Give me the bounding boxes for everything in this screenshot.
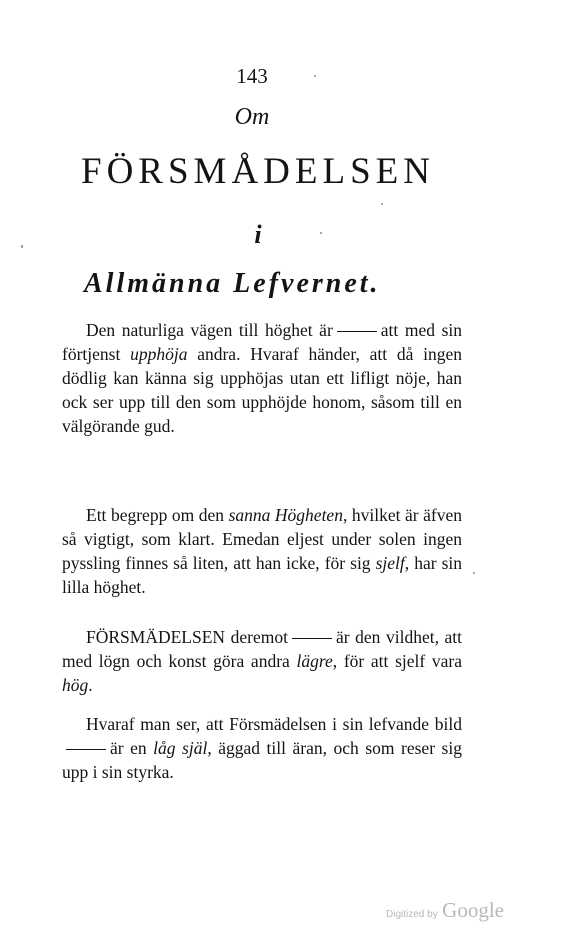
chapter-title: FÖRSMÅDELSEN <box>81 151 435 192</box>
paragraph-1 <box>62 318 462 438</box>
paragraph-3 <box>62 625 462 697</box>
heading-i: i <box>254 220 262 249</box>
paragraph-1-italic-upphoja: upphöja <box>130 344 188 364</box>
paragraph-3-text-b: är den vildhet, att med lögn och konst göra andra <box>62 627 463 671</box>
digitized-by-google-watermark <box>386 898 504 923</box>
page-number: 143 <box>236 64 268 88</box>
paragraph-2-text-a: Ett begrepp om den <box>86 505 229 525</box>
paragraph-4-text-a: Hvaraf man ser, att Försmädelsen i sin lefvande bild <box>86 714 462 734</box>
scan-speck <box>320 232 322 234</box>
paragraph-3-text-a: FÖRSMÄDELSEN deremot <box>86 627 288 647</box>
paragraph-3-italic-hog: hög <box>62 675 89 695</box>
paragraph-1-text-b: att med sin förtjenst <box>62 320 463 364</box>
scan-speck <box>473 572 475 574</box>
paragraph-3-italic-lagre: lägre <box>296 651 333 671</box>
paragraph-1-text-d: andra. Hvaraf händer, att då ingen dödlig kan känna sig upphöjas utan ett lifligt nöje, han ock ser upp till den som upphöjde honom, såsom till en välgörande gud. <box>62 344 462 436</box>
em-dash <box>337 331 377 332</box>
watermark-digitized-by: Digitized by <box>386 909 438 920</box>
paragraph-2-text-e: , har sin lilla höghet. <box>62 553 462 597</box>
paragraph-4-text-d: , äggad till äran, och som reser sig upp i sin styrka. <box>62 738 462 782</box>
paragraph-4-italic-lag-sjal: låg själ <box>153 738 208 758</box>
paragraph-3-text-d: , för att sjelf vara <box>332 651 462 671</box>
em-dash <box>292 638 332 639</box>
scan-speck <box>314 75 316 77</box>
paragraph-2 <box>62 503 462 599</box>
paragraph-4 <box>62 712 462 784</box>
paragraph-4-text-b: är en <box>110 738 154 758</box>
scan-speck <box>381 203 383 205</box>
scan-speck <box>21 245 23 248</box>
paragraph-2-text-c: , hvilket är äfven så vigtigt, som klart. Emedan eljest under solen ingen pyssling finnes så liten, att han icke, för sig <box>62 505 463 573</box>
paragraph-3-text-f: . <box>88 675 93 695</box>
chapter-subtitle: Allmänna Lefvernet. <box>84 268 381 299</box>
heading-om: Om <box>234 104 270 130</box>
em-dash <box>66 749 106 750</box>
watermark-google: Google <box>442 898 504 922</box>
paragraph-2-italic-hogheten: sanna Högheten <box>228 505 343 525</box>
paragraph-2-italic-sjelf: sjelf <box>375 553 405 573</box>
paragraph-1-text-a: Den naturliga vägen till höghet är <box>86 320 333 340</box>
